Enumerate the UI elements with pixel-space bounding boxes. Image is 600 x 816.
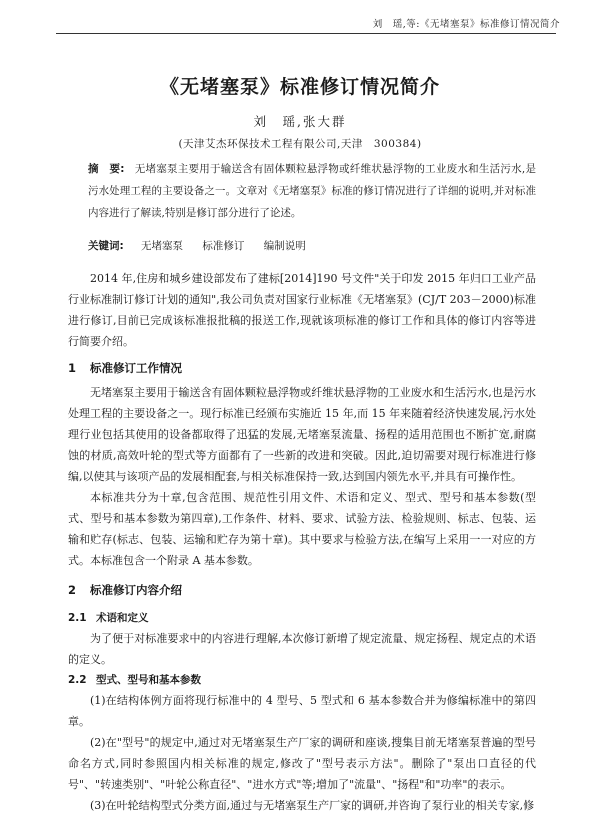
list-item: (2)在"型号"的规定中,通过对无堵塞泵生产厂家的调研和座谈,搜集目前无堵塞泵普遍的型号命名方式,同时参照国内相关标准的规定,修改了"型号表示方法"。删除了"泵出口直径的代号"、"转速类别"、"叶轮公称直径"、"进水方式"等;增加了"流量"、"扬程"和"功率"的表示。 <box>68 736 536 791</box>
subsection-number: 2.2 <box>68 674 87 686</box>
abstract-label: 摘 要: <box>88 163 125 175</box>
keyword: 编制说明 <box>263 240 306 252</box>
abstract <box>88 158 536 224</box>
article-authors: 刘 瑶,张大群 <box>253 114 347 129</box>
section-1-body <box>68 382 536 571</box>
article-affiliation: (天津艾杰环保技术工程有限公司,天津 300384) <box>178 138 422 150</box>
subsection-number: 2.1 <box>68 612 87 624</box>
section-2-heading <box>68 582 182 598</box>
section-1-paragraph-2: 本标准共分为十章,包含范围、规范性引用文件、术语和定义、型式、型号和基本参数(型式、型号和基本参数为第四章),工作条件、材料、要求、试验方法、检验规则、标志、包装、运输和贮存(标志、包装、运输和贮存为第十章)。其中要求与检验方法,在编写上采用一一对应的方式。本标准包含一个附录 A 基本参数。 <box>68 491 536 567</box>
list-item: (3)在叶轮结构型式分类方面,通过与无堵塞泵生产厂家的调研,并咨询了泵行业的相关专家,修 <box>90 799 535 812</box>
subsection-2-1-paragraph: 为了便于对标准要求中的内容进行理解,本次修订新增了规定流量、规定扬程、规定点的术语的定义。 <box>68 632 536 666</box>
section-number: 1 <box>68 361 77 375</box>
subsection-title: 型式、型号和基本参数 <box>96 674 201 686</box>
running-header: 刘 瑶,等:《无堵塞泵》标准修订情况简介 <box>372 19 560 30</box>
header-rule <box>56 33 556 34</box>
section-title: 标准修订工作情况 <box>90 361 182 375</box>
subsection-2-1-body <box>68 628 536 670</box>
section-number: 2 <box>68 583 77 597</box>
section-1-paragraph-1: 无堵塞泵主要用于输送含有固体颗粒悬浮物或纤维状悬浮物的工业废水和生活污水,也是污水处理工程的主要设备之一。现行标准已经颁布实施近 15 年,而 15 年来随着经济快速发展,污水处理行业包括其使用的设备都取得了迅猛的发展,无堵塞泵流量、扬程的适用范围也不断扩宽,耐腐蚀的材质,高效叶轮的型式等方面都有了一些新的改进和突破。因此,迫切需要对现行标准进行修编,以使其与该项产品的发展相配套,与相关标准保持一致,达到国内领先水平,并具有可操作性。 <box>68 386 536 483</box>
intro-paragraph: 2014 年,住房和城乡建设部发布了建标[2014]190 号文件"关于印发 2015 年归口工业产品行业标准制订修订计划的通知",我公司负责对国家行业标准《无堵塞泵》(CJ/T 203－2000)标准进行修订,目前已完成该标准报批稿的报送工作,现就该项标准的修订工作和具体的修订内容等进行简要介绍。 <box>68 272 536 348</box>
intro-block <box>68 268 536 352</box>
subsection-2-1-heading <box>68 610 149 625</box>
subsection-2-2-heading <box>68 672 201 687</box>
section-title: 标准修订内容介绍 <box>90 583 182 597</box>
subsection-title: 术语和定义 <box>96 612 149 624</box>
keyword: 无堵塞泵 <box>141 240 184 252</box>
subsection-2-2-body <box>68 690 536 816</box>
keywords-label: 关键词: <box>88 240 124 252</box>
article-title: 《无堵塞泵》标准修订情况简介 <box>159 76 440 98</box>
keyword: 标准修订 <box>202 240 245 252</box>
abstract-text: 无堵塞泵主要用于输送含有固体颗粒悬浮物或纤维状悬浮物的工业废水和生活污水,是污水处理工程的主要设备之一。文章对《无堵塞泵》标准的修订情况进行了详细的说明,并对标准内容进行了解读,特别是修订部分进行了论述。 <box>88 163 536 219</box>
keywords <box>88 238 536 253</box>
section-1-heading <box>68 360 182 376</box>
list-item: (1)在结构体例方面将现行标准中的 4 型号、5 型式和 6 基本参数合并为修编标准中的第四章。 <box>68 694 536 728</box>
